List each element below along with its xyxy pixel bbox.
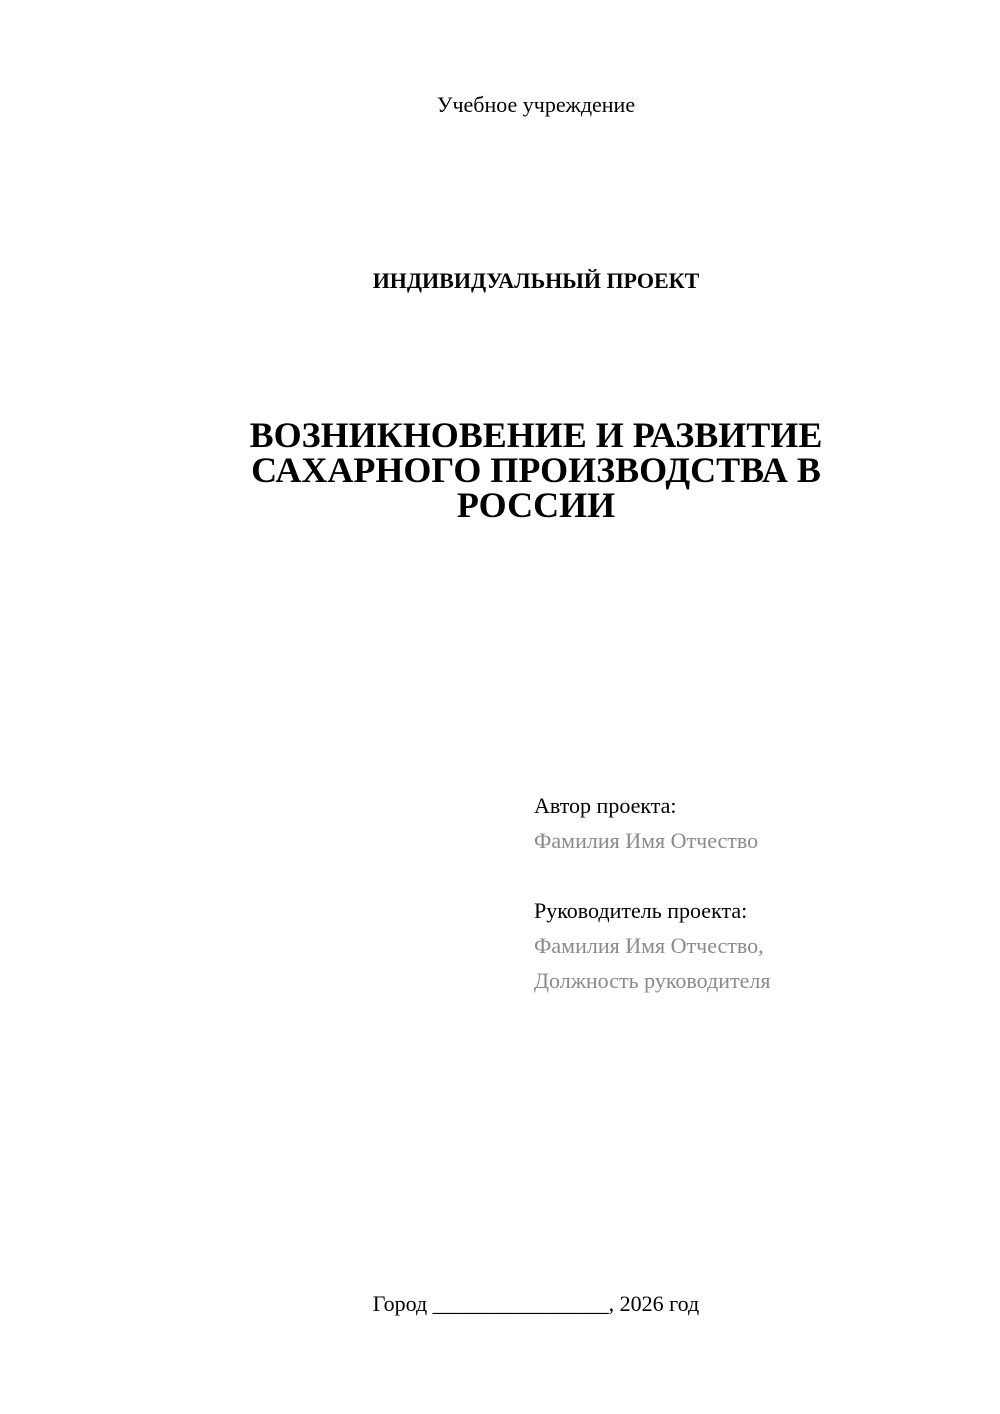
- project-title: [190, 415, 882, 525]
- project-title-line: РОССИИ: [456, 485, 616, 525]
- project-title-line: САХАРНОГО ПРОИЗВОДСТВА В: [251, 450, 821, 490]
- institution-name: Учебное учреждение: [436, 92, 636, 117]
- city-year-line: Город ________________, 2026 год: [372, 1291, 700, 1316]
- project-title-line: ВОЗНИКНОВЕНИЕ И РАЗВИТИЕ: [249, 415, 823, 455]
- project-type-heading: ИНДИВИДУАЛЬНЫЙ ПРОЕКТ: [372, 268, 700, 293]
- supervisor-name: Фамилия Имя Отчество,: [534, 933, 764, 958]
- supervisor-label: Руководитель проекта:: [534, 898, 748, 923]
- author-name: Фамилия Имя Отчество: [534, 828, 759, 853]
- author-block: [534, 788, 954, 858]
- supervisor-position: Должность руководителя: [534, 968, 771, 993]
- author-label: Автор проекта:: [534, 793, 677, 818]
- supervisor-block: [534, 893, 954, 998]
